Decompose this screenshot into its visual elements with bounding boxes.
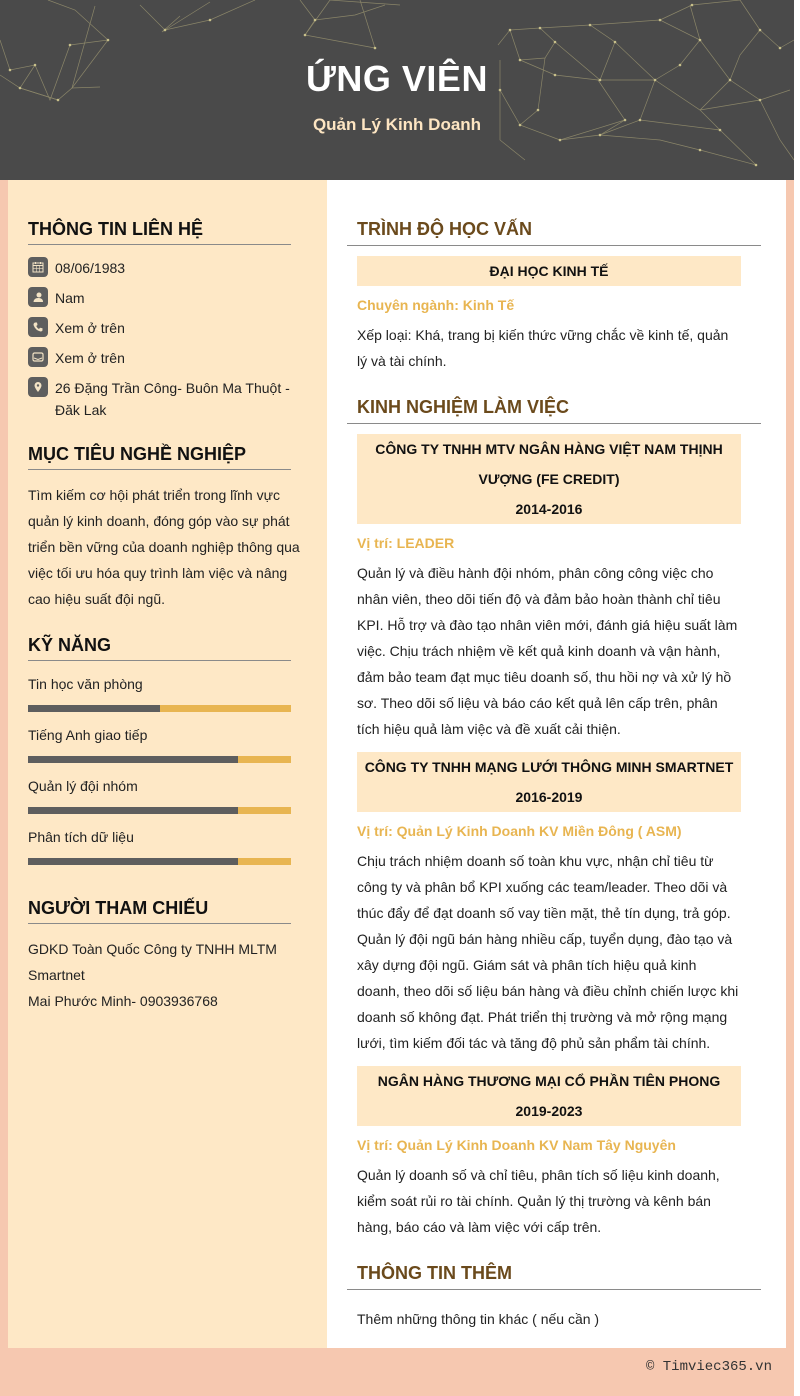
- job-entry: [357, 1066, 761, 1240]
- phone-icon: [28, 317, 48, 337]
- skill-bar: [28, 858, 291, 865]
- job-entry: [357, 434, 761, 742]
- skill-label: Phân tích dữ liệu: [28, 829, 134, 845]
- education-description: Xếp loại: Khá, trang bị kiến thức vững chắc về kinh tế, quản lý và tài chính.: [357, 327, 729, 369]
- birthday-value: 08/06/1983: [55, 260, 126, 276]
- skill-bar-fill: [28, 705, 160, 712]
- skill-bar: [28, 756, 291, 763]
- skill-item: [28, 675, 291, 712]
- email-value: Xem ở trên: [55, 350, 125, 366]
- skills-section: [28, 634, 327, 865]
- school-name: ĐẠI HỌC KINH TẾ: [357, 256, 741, 286]
- section-title-references: NGƯỜI THAM CHIẾU: [28, 897, 291, 924]
- contact-list: [28, 257, 327, 421]
- references-text: [28, 936, 291, 1014]
- main-content: [327, 180, 786, 1348]
- contact-item-address: [28, 377, 298, 421]
- job-period: 2019-2023: [515, 1103, 583, 1119]
- job-position: Vị trí: LEADER: [357, 535, 455, 551]
- phone-value: Xem ở trên: [55, 320, 125, 336]
- skill-bar: [28, 807, 291, 814]
- skill-bar-fill: [28, 858, 238, 865]
- section-title-objective: MỤC TIÊU NGHỀ NGHIỆP: [28, 443, 291, 470]
- address-value: 26 Đặng Trần Công- Buôn Ma Thuột - Đăk Lak: [55, 380, 290, 418]
- reference-line-company: GDKD Toàn Quốc Công ty TNHH MLTM Smartnet: [28, 941, 277, 983]
- education-section: [357, 218, 761, 374]
- skill-label: Tin học văn phòng: [28, 676, 143, 692]
- job-description: Quản lý doanh số và chỉ tiêu, phân tích số liệu kinh doanh, kiểm soát rủi ro tài chính. Quản lý thị trường và kênh bán hàng, báo cáo và làm việc với cấp trên.: [357, 1167, 720, 1235]
- job-description: Chịu trách nhiệm doanh số toàn khu vực, nhận chỉ tiêu từ công ty và phân bổ KPI xuống các team/leader. Theo dõi và thúc đẩy để đạt doanh số vay tiền mặt, thẻ tín dụng, trả góp. Quản lý đội ngũ bán hàng nhiều cấp, tuyển dụng, đào tạo và xây dựng đội ngũ. Giám sát và phân tích hiệu quả kinh doanh, theo dõi số liệu bán hàng và điều chỉnh chiến lược khi doanh số không đạt. Phát triển thị trường và mở rộng mạng lưới, tìm kiếm đối tác và tăng độ phủ sản phẩm tài chính.: [357, 853, 739, 1051]
- gender-value: Nam: [55, 290, 85, 306]
- skill-bar-fill: [28, 756, 238, 763]
- job-header: [357, 1066, 741, 1126]
- job-entry: [357, 752, 761, 1056]
- job-position: Vị trí: Quản Lý Kinh Doanh KV Miền Đông ( ASM): [357, 823, 682, 839]
- objective-section: [28, 443, 327, 612]
- job-header: [357, 434, 741, 524]
- contact-item-email: [28, 347, 298, 369]
- job-company: NGÂN HÀNG THƯƠNG MẠI CỔ PHẦN TIÊN PHONG: [377, 1073, 721, 1089]
- experience-section: [357, 396, 761, 1240]
- cv-header: [0, 0, 794, 180]
- skill-item: [28, 726, 291, 763]
- sidebar: [8, 180, 327, 1348]
- location-icon: [28, 377, 48, 397]
- calendar-icon: [28, 257, 48, 277]
- skill-bar-fill: [28, 807, 238, 814]
- contact-item-phone: [28, 317, 298, 339]
- footer-credit: © Timviec365.vn: [645, 1359, 772, 1375]
- job-period: 2014-2016: [515, 501, 583, 517]
- job-company: CÔNG TY TNHH MẠNG LƯỚI THÔNG MINH SMARTNET: [364, 759, 734, 775]
- job-position: Vị trí: Quản Lý Kinh Doanh KV Nam Tây Nguyên: [357, 1137, 676, 1153]
- section-title-additional: THÔNG TIN THÊM: [347, 1262, 761, 1290]
- candidate-role: Quản Lý Kinh Doanh: [312, 115, 482, 134]
- skill-item: [28, 828, 291, 865]
- candidate-name: ỨNG VIÊN: [306, 58, 488, 99]
- section-title-education: TRÌNH ĐỘ HỌC VẤN: [347, 218, 761, 246]
- education-major: Chuyên ngành: Kinh Tế: [357, 297, 515, 313]
- section-title-contact: THÔNG TIN LIÊN HỆ: [28, 218, 291, 245]
- email-icon: [28, 347, 48, 367]
- skill-label: Tiếng Anh giao tiếp: [28, 727, 148, 743]
- contact-item-birthday: [28, 257, 298, 279]
- references-section: [28, 897, 327, 1014]
- job-period: 2016-2019: [515, 789, 583, 805]
- section-title-experience: KINH NGHIỆM LÀM VIỆC: [347, 396, 761, 424]
- page-edge: [794, 0, 800, 1396]
- objective-text: Tìm kiếm cơ hội phát triển trong lĩnh vực quản lý kinh doanh, đóng góp vào sự phát triển bền vững của doanh nghiệp thông qua việc tối ưu hóa quy trình làm việc và nâng cao hiệu suất đội ngũ.: [28, 487, 300, 607]
- additional-info-text: Thêm những thông tin khác ( nếu cần ): [357, 1311, 600, 1327]
- skill-item: [28, 777, 291, 814]
- job-header: [357, 752, 741, 812]
- skill-bar: [28, 705, 291, 712]
- skill-label: Quản lý đội nhóm: [28, 778, 138, 794]
- job-company: CÔNG TY TNHH MTV NGÂN HÀNG VIỆT NAM THỊNH VƯỢNG (FE CREDIT): [375, 441, 723, 487]
- contact-item-gender: [28, 287, 298, 309]
- section-title-skills: KỸ NĂNG: [28, 634, 291, 661]
- contact-section: [28, 218, 327, 421]
- user-icon: [28, 287, 48, 307]
- reference-line-person: Mai Phước Minh- 0903936768: [28, 993, 218, 1009]
- additional-info-section: [357, 1262, 761, 1328]
- job-description: Quản lý và điều hành đội nhóm, phân công công việc cho nhân viên, theo dõi tiến độ và đảm bảo hoàn thành chỉ tiêu KPI. Hỗ trợ và đào tạo nhân viên mới, đánh giá hiệu suất làm việc. Chịu trách nhiệm về kết quả kinh doanh và vận hành, đảm bảo team đạt mục tiêu doanh số, thu hồi nợ và xử lý hồ sơ. Theo dõi số liệu và báo cáo kết quả lên cấp trên, phân tích hiệu quả làm việc và đề xuất cải thiện.: [357, 565, 738, 737]
